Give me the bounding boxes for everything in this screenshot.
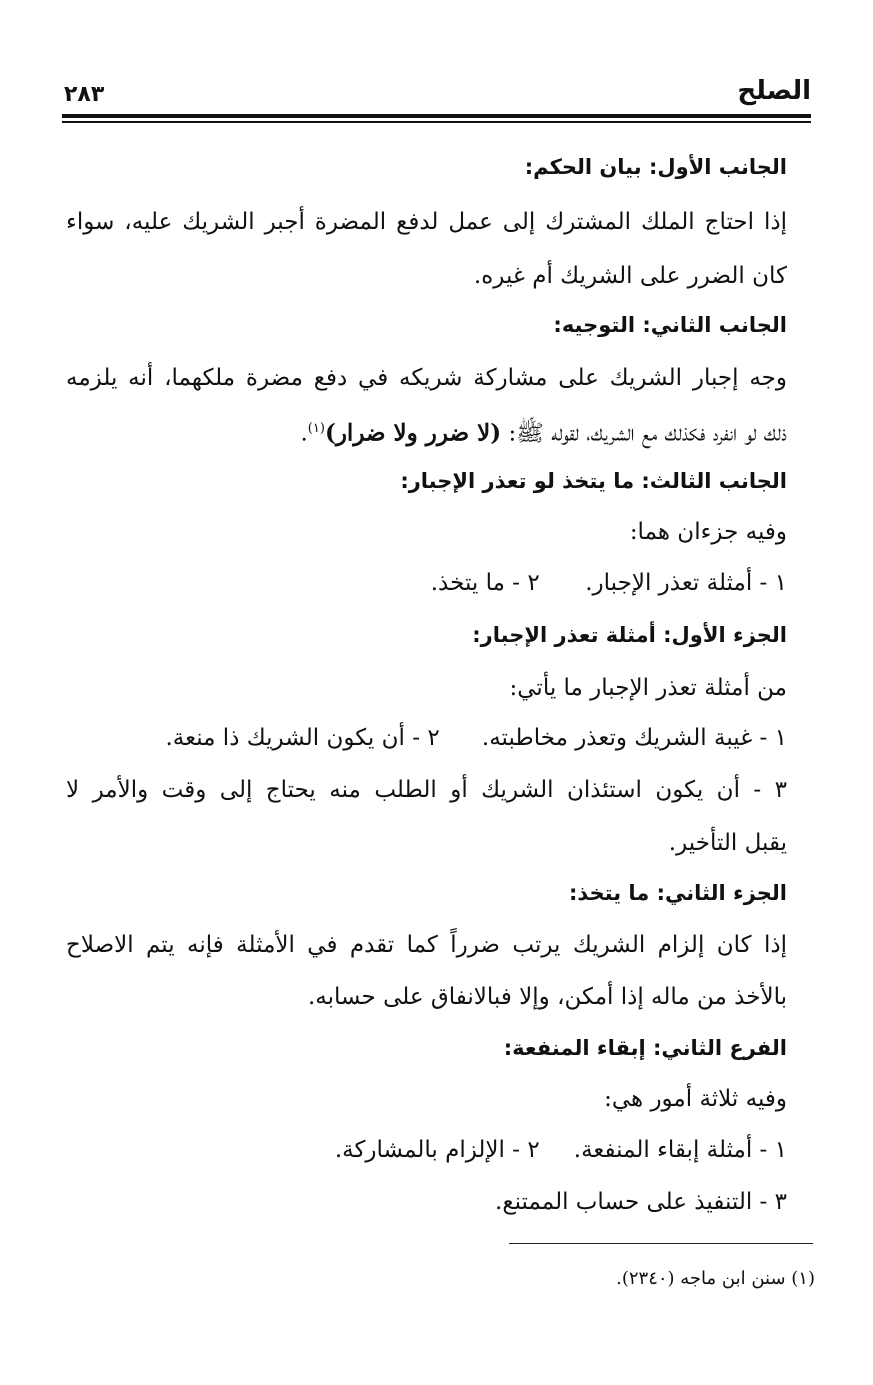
list-item: ٢ - الإلزام بالمشاركة. <box>334 1137 540 1163</box>
heading-second-aspect: الجانب الثاني: التوجيه: <box>553 313 787 337</box>
paragraph-two-parts: وفيه جزءان هما: <box>629 519 787 545</box>
heading-part-one: الجزء الأول: أمثلة تعذر الإجبار: <box>472 623 787 647</box>
list-three-matters <box>62 1134 787 1166</box>
list-item-three: ٣ - التنفيذ على حساب الممتنع. <box>495 1189 787 1215</box>
paragraph-justification-line-1: وجه إجبار الشريك على مشاركة شريكه في دفع مضرة ملكهما، أنه يلزمه <box>66 365 787 391</box>
list-item: ١ - أمثلة إبقاء المنفعة. <box>573 1137 787 1163</box>
list-two-parts <box>62 567 787 599</box>
paragraph-justification-line-2 <box>62 413 787 450</box>
sentence-end: . <box>300 420 308 447</box>
page-header <box>62 72 811 116</box>
list-item: ٢ - ما يتخذ. <box>430 570 540 596</box>
paragraph-examples-intro: من أمثلة تعذر الإجبار ما يأتي: <box>509 675 787 701</box>
footnote: (١) سنن ابن ماجه (٢٣٤٠). <box>616 1268 815 1289</box>
hadith-quote: (لا ضرر ولا ضرار) <box>324 419 502 447</box>
list-item: ٢ - أن يكون الشريك ذا منعة. <box>165 725 440 751</box>
paragraph-ruling-line-2: كان الضرر على الشريك أم غيره. <box>473 263 787 289</box>
heading-third-aspect: الجانب الثالث: ما يتخذ لو تعذر الإجبار: <box>400 469 787 493</box>
footnote-separator <box>509 1243 813 1244</box>
footnote-reference: (١) <box>307 421 325 436</box>
list-examples <box>62 722 787 754</box>
running-title: الصلح <box>737 76 811 106</box>
paragraph-action-line-1: إذا كان إلزام الشريك يرتب ضرراً كما تقدم في الأمثلة فإنه يتم الاصلاح <box>66 932 787 958</box>
paragraph-action-line-2: بالأخذ من ماله إذا أمكن، وإلا فبالانفاق على حسابه. <box>307 984 787 1010</box>
list-item: ١ - غيبة الشريك وتعذر مخاطبته. <box>481 725 787 751</box>
heading-first-aspect: الجانب الأول: بيان الحكم: <box>524 155 787 179</box>
heading-part-two: الجزء الثاني: ما يتخذ: <box>568 881 787 905</box>
list-item-three-line-2: يقبل التأخير. <box>668 830 787 856</box>
list-item-three-line-1: ٣ - أن يكون استئذان الشريك أو الطلب منه يحتاج إلى وقت والأمر لا <box>66 777 787 803</box>
page-number: ٢٨٣ <box>64 82 105 107</box>
header-rule-thin <box>62 121 811 123</box>
header-rule-thick <box>62 114 811 118</box>
justification-text: ذلك لو انفرد فكذلك مع الشريك، لقوله ﷺ: <box>508 420 787 447</box>
list-item: ١ - أمثلة تعذر الإجبار. <box>585 570 787 596</box>
heading-second-branch: الفرع الثاني: إبقاء المنفعة: <box>503 1036 787 1060</box>
paragraph-ruling-line-1: إذا احتاج الملك المشترك إلى عمل لدفع المضرة أجبر الشريك عليه، سواء <box>66 209 787 235</box>
paragraph-three-matters: وفيه ثلاثة أمور هي: <box>604 1086 787 1112</box>
